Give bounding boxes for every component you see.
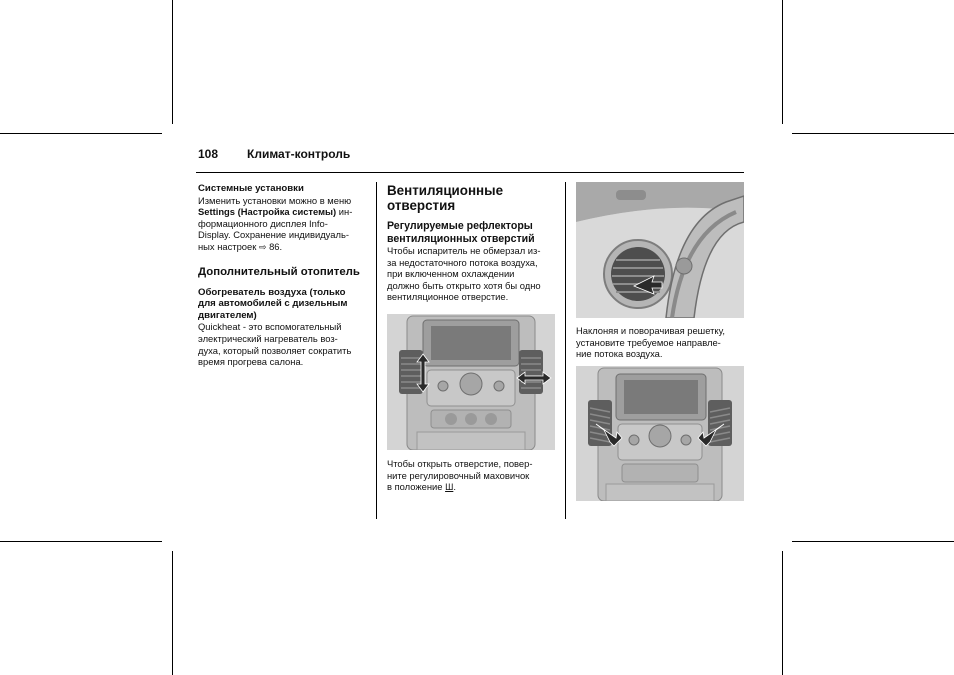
column-divider-1 [376, 182, 377, 519]
heading-adjustable-vents: Регулируемые рефлекторы [387, 220, 533, 232]
open-vent-text-line [387, 481, 559, 494]
settings-menu-name: Settings (Настройка системы) [198, 206, 337, 218]
crop-mark-bottom-left-vertical [172, 551, 173, 675]
page-number: 108 [198, 147, 219, 161]
crop-mark-top-right-horizontal [792, 133, 954, 134]
open-vent-text-fragment: в положение [387, 481, 443, 493]
vent-text-line: Чтобы испаритель не обмерзал из- [387, 245, 541, 256]
system-text-line [198, 241, 370, 254]
side-vent-drawing [576, 182, 744, 318]
heading-vents: отверстия [387, 198, 456, 213]
open-vent-text-line: ните регулировочный маховичок [387, 469, 530, 481]
quickheat-text-line: духа, который позволяет сократить [198, 344, 352, 356]
crop-mark-bottom-left-horizontal [0, 541, 162, 542]
dashboard-vents-tilted-drawing [576, 366, 744, 501]
vent-text-line: должно быть открыто хотя бы одно [387, 279, 541, 291]
heading-adjustable-vents: вентиляционных отверстий [387, 232, 535, 245]
dashboard-center-vents-drawing [387, 314, 555, 450]
reference-arrow-icon: ⇨ [258, 241, 267, 252]
crop-mark-top-left-horizontal [0, 133, 162, 134]
quickheat-text-line: электрический нагреватель воз- [198, 332, 338, 344]
side-vent-figure [576, 182, 744, 318]
open-vent-text-line: Чтобы открыть отверстие, повер- [387, 458, 533, 469]
heading-auxiliary-heater: Дополнительный отопитель [198, 265, 360, 278]
heading-vents: Вентиляционные [387, 183, 504, 198]
dashboard-center-vents-figure [387, 314, 555, 450]
system-text-fragment: ин- [336, 206, 353, 218]
quickheat-text-line: время прогрева салона. [198, 356, 304, 368]
heading-air-heater: двигателем) [198, 309, 257, 321]
system-text-line: Изменить установки можно в меню [198, 194, 352, 206]
right-column [576, 325, 748, 360]
crop-mark-top-right-vertical [782, 0, 783, 124]
crop-mark-bottom-right-vertical [782, 551, 783, 675]
tilt-text-line: установите требуемое направле- [576, 336, 721, 348]
tilt-text-line: ние потока воздуха. [576, 348, 663, 360]
system-text-line: формационного дисплея Info- [198, 217, 328, 229]
vent-text-line: вентиляционное отверстие. [387, 291, 509, 303]
crop-mark-top-left-vertical [172, 0, 173, 124]
dashboard-vents-tilted-figure [576, 366, 744, 501]
section-title: Климат-контроль [247, 147, 351, 161]
heading-air-heater: Обогреватель воздуха (только [198, 286, 346, 298]
page-reference: 86. [266, 240, 283, 252]
open-vent-text-fragment: . [453, 481, 456, 493]
vent-open-symbol-icon: Ш [445, 482, 454, 493]
header-rule [196, 172, 744, 173]
system-text-line [198, 206, 370, 218]
heading-system-settings: Системные установки [198, 183, 304, 194]
system-text-fragment: ных настроек [198, 240, 257, 252]
middle-column [387, 183, 559, 303]
vent-text-line: при включенном охлаждении [387, 268, 515, 280]
middle-column-lower [387, 458, 559, 494]
heading-air-heater: для автомобилей с дизельным [198, 298, 348, 310]
crop-mark-bottom-right-horizontal [792, 541, 954, 542]
vent-text-line: за недостаточного потока воздуха, [387, 256, 538, 268]
system-text-line: Display. Сохранение индивидуаль- [198, 229, 349, 241]
left-column [198, 183, 370, 368]
tilt-text-line: Наклоняя и поворачивая решетку, [576, 325, 725, 336]
quickheat-text-line: Quickheat - это вспомогательный [198, 321, 342, 333]
column-divider-2 [565, 182, 566, 519]
